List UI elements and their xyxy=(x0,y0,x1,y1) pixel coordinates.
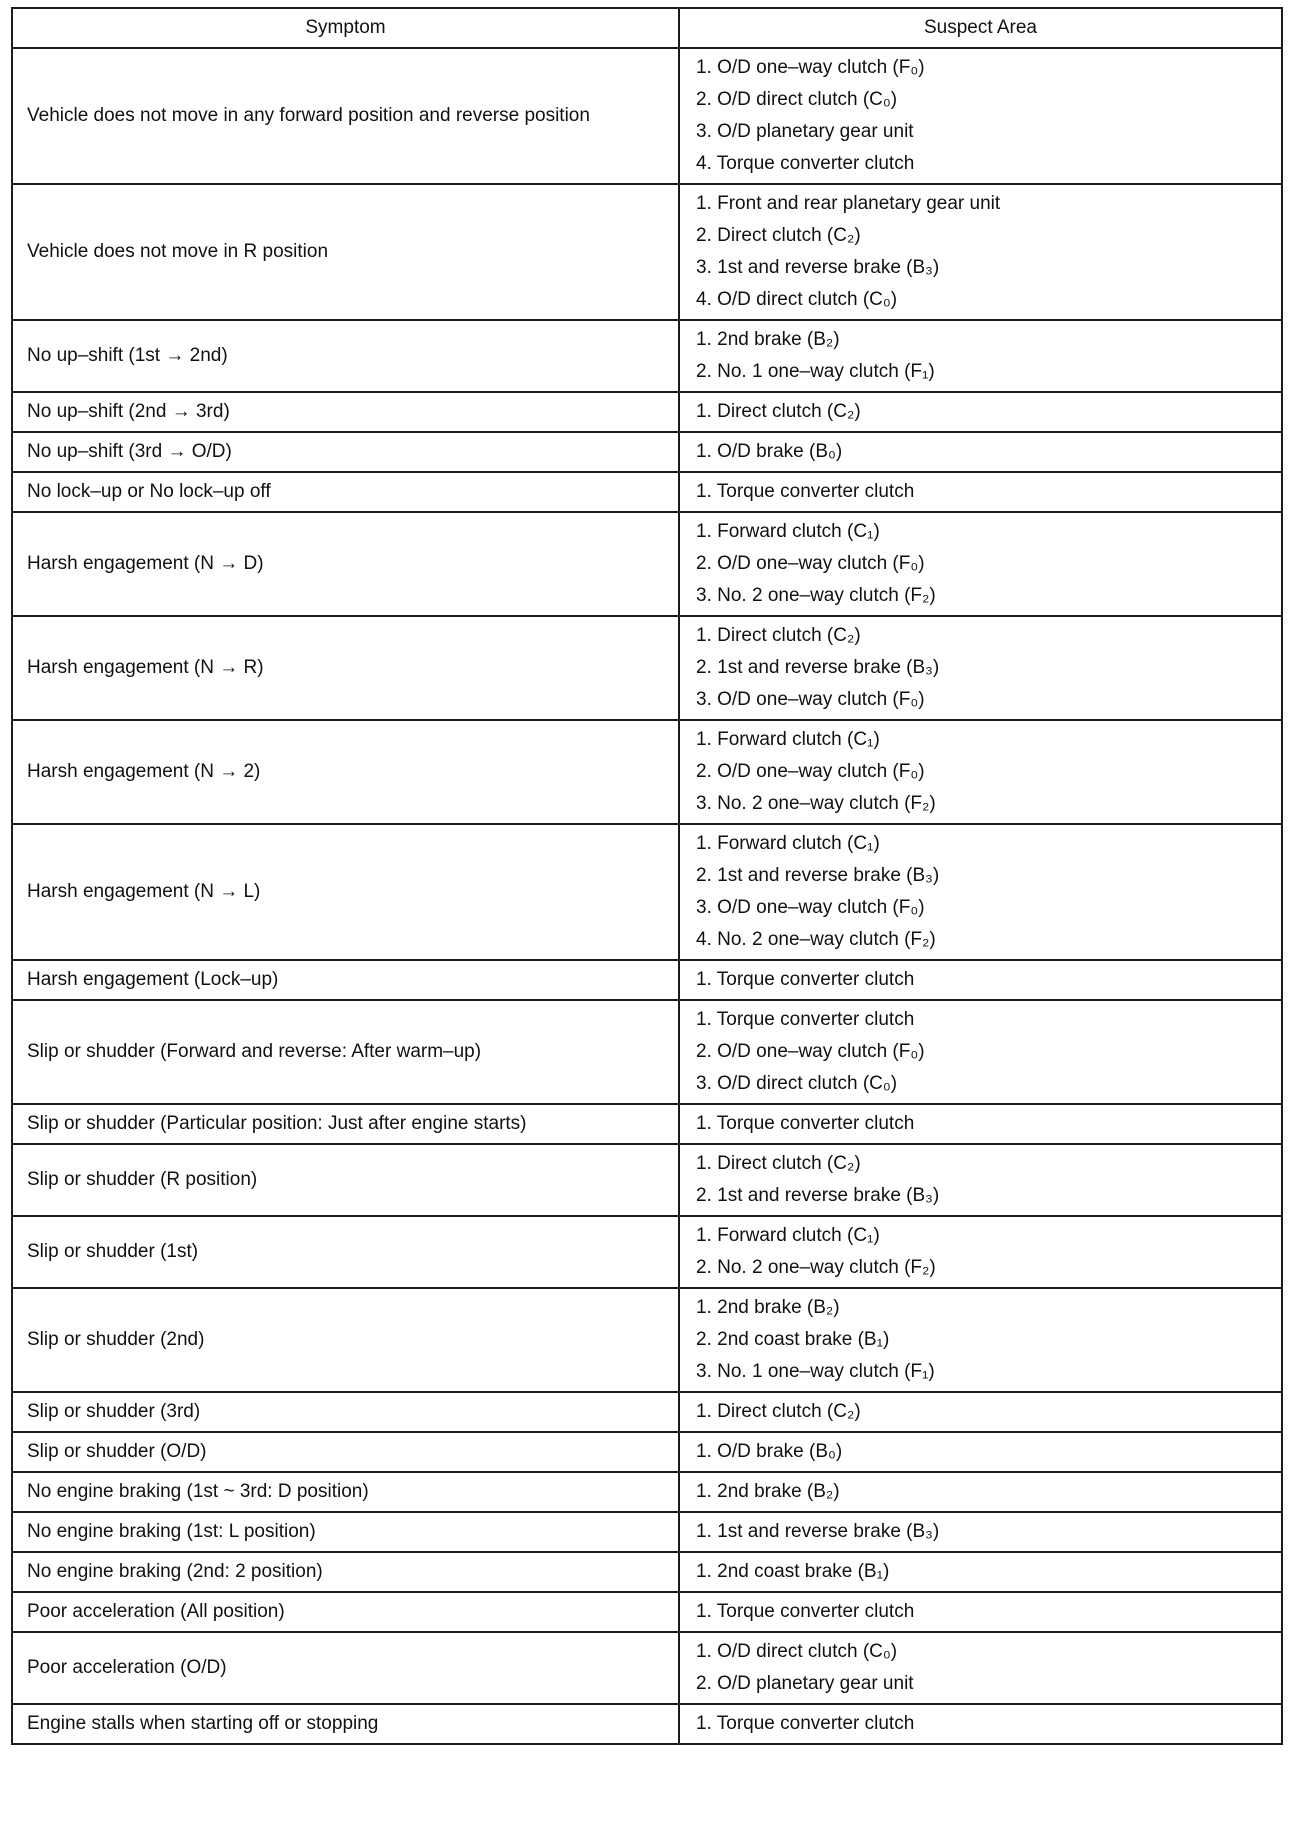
suspect-item: 1. Forward clutch (C₁) xyxy=(696,521,880,542)
symptom-cell: Harsh engagement (N → 2) xyxy=(12,720,679,824)
table-row xyxy=(12,720,1282,824)
table-row xyxy=(12,960,1282,1000)
suspect-item: 1. Forward clutch (C₁) xyxy=(696,1225,880,1246)
suspect-area-cell xyxy=(679,824,1282,960)
suspect-area-cell xyxy=(679,432,1282,472)
suspect-item: 1. O/D brake (B₀) xyxy=(696,441,843,462)
table-row xyxy=(12,1392,1282,1432)
table-row xyxy=(12,1288,1282,1392)
header-symptom: Symptom xyxy=(12,8,679,48)
suspect-item: 3. O/D planetary gear unit xyxy=(696,121,914,142)
symptom-cell: Slip or shudder (3rd) xyxy=(12,1392,679,1432)
suspect-item: 3. No. 2 one–way clutch (F₂) xyxy=(696,585,936,606)
table-row xyxy=(12,320,1282,392)
suspect-area-cell xyxy=(679,1000,1282,1104)
symptom-cell: Harsh engagement (N → D) xyxy=(12,512,679,616)
suspect-item: 1. Forward clutch (C₁) xyxy=(696,833,880,854)
suspect-area-cell xyxy=(679,1552,1282,1592)
suspect-item: 1. Torque converter clutch xyxy=(696,1713,915,1734)
symptom-cell: Slip or shudder (O/D) xyxy=(12,1432,679,1472)
symptom-cell: Poor acceleration (All position) xyxy=(12,1592,679,1632)
table-row xyxy=(12,1512,1282,1552)
suspect-area-cell xyxy=(679,1592,1282,1632)
suspect-item: 2. O/D planetary gear unit xyxy=(696,1673,914,1694)
suspect-item: 3. No. 1 one–way clutch (F₁) xyxy=(696,1361,935,1382)
symptom-cell: No engine braking (1st: L position) xyxy=(12,1512,679,1552)
table-row xyxy=(12,1144,1282,1216)
suspect-area-cell xyxy=(679,1144,1282,1216)
suspect-item: 2. O/D one–way clutch (F₀) xyxy=(696,761,925,782)
suspect-area-cell xyxy=(679,48,1282,184)
symptom-cell: No engine braking (1st ~ 3rd: D position) xyxy=(12,1472,679,1512)
suspect-item: 3. O/D one–way clutch (F₀) xyxy=(696,689,925,710)
table-row xyxy=(12,1000,1282,1104)
suspect-area-cell xyxy=(679,720,1282,824)
suspect-area-cell xyxy=(679,392,1282,432)
header-row xyxy=(12,8,1282,48)
suspect-area-cell xyxy=(679,184,1282,320)
suspect-item: 2. O/D direct clutch (C₀) xyxy=(696,89,898,110)
suspect-area-cell xyxy=(679,1104,1282,1144)
symptom-cell: Slip or shudder (1st) xyxy=(12,1216,679,1288)
symptom-cell: No up–shift (1st → 2nd) xyxy=(12,320,679,392)
suspect-item: 1. Direct clutch (C₂) xyxy=(696,401,861,422)
table-row xyxy=(12,1216,1282,1288)
symptom-cell: Vehicle does not move in R position xyxy=(12,184,679,320)
symptom-cell: No up–shift (2nd → 3rd) xyxy=(12,392,679,432)
suspect-item: 1. Torque converter clutch xyxy=(696,1601,915,1622)
suspect-item: 1. O/D direct clutch (C₀) xyxy=(696,1641,898,1662)
suspect-item: 1. Direct clutch (C₂) xyxy=(696,1401,861,1422)
suspect-item: 1. 2nd brake (B₂) xyxy=(696,329,840,350)
suspect-item: 2. 1st and reverse brake (B₃) xyxy=(696,865,940,886)
symptom-cell: Harsh engagement (N → L) xyxy=(12,824,679,960)
symptom-cell: Slip or shudder (Particular position: Just after engine starts) xyxy=(12,1104,679,1144)
symptom-cell: Poor acceleration (O/D) xyxy=(12,1632,679,1704)
symptom-cell: Harsh engagement (N → R) xyxy=(12,616,679,720)
suspect-item: 1. 2nd coast brake (B₁) xyxy=(696,1561,890,1582)
suspect-item: 1. Front and rear planetary gear unit xyxy=(696,193,1001,214)
table-body xyxy=(12,48,1282,1744)
suspect-item: 1. Direct clutch (C₂) xyxy=(696,625,861,646)
symptom-cell: Vehicle does not move in any forward position and reverse position xyxy=(12,48,679,184)
suspect-item: 1. Torque converter clutch xyxy=(696,969,915,990)
table-row xyxy=(12,184,1282,320)
table-row xyxy=(12,824,1282,960)
suspect-item: 1. O/D one–way clutch (F₀) xyxy=(696,57,925,78)
suspect-area-cell xyxy=(679,1704,1282,1744)
suspect-item: 3. O/D direct clutch (C₀) xyxy=(696,1073,898,1094)
table-row xyxy=(12,392,1282,432)
suspect-area-cell xyxy=(679,1512,1282,1552)
table-row xyxy=(12,1632,1282,1704)
suspect-area-cell xyxy=(679,1216,1282,1288)
table-row xyxy=(12,432,1282,472)
symptom-cell: No engine braking (2nd: 2 position) xyxy=(12,1552,679,1592)
suspect-item: 1. 1st and reverse brake (B₃) xyxy=(696,1521,940,1542)
header-suspect-area: Suspect Area xyxy=(679,8,1282,48)
symptom-cell: Harsh engagement (Lock–up) xyxy=(12,960,679,1000)
suspect-area-cell xyxy=(679,320,1282,392)
symptom-cell: No lock–up or No lock–up off xyxy=(12,472,679,512)
table-row xyxy=(12,1104,1282,1144)
table-header xyxy=(12,8,1282,48)
suspect-area-cell xyxy=(679,960,1282,1000)
suspect-area-cell xyxy=(679,1472,1282,1512)
suspect-area-cell xyxy=(679,472,1282,512)
suspect-item: 4. No. 2 one–way clutch (F₂) xyxy=(696,929,936,950)
suspect-item: 4. O/D direct clutch (C₀) xyxy=(696,289,898,310)
suspect-item: 2. 1st and reverse brake (B₃) xyxy=(696,657,940,678)
table-row xyxy=(12,1704,1282,1744)
suspect-area-cell xyxy=(679,1392,1282,1432)
suspect-item: 1. Torque converter clutch xyxy=(696,481,915,502)
suspect-area-cell xyxy=(679,616,1282,720)
suspect-area-cell xyxy=(679,1432,1282,1472)
table-row xyxy=(12,472,1282,512)
suspect-area-cell xyxy=(679,512,1282,616)
table-row xyxy=(12,512,1282,616)
suspect-item: 1. 2nd brake (B₂) xyxy=(696,1297,840,1318)
suspect-item: 2. 2nd coast brake (B₁) xyxy=(696,1329,890,1350)
table-row xyxy=(12,1472,1282,1512)
suspect-item: 2. No. 1 one–way clutch (F₁) xyxy=(696,361,935,382)
suspect-area-cell xyxy=(679,1288,1282,1392)
suspect-item: 1. O/D brake (B₀) xyxy=(696,1441,843,1462)
symptom-cell: No up–shift (3rd → O/D) xyxy=(12,432,679,472)
table-row xyxy=(12,616,1282,720)
suspect-item: 1. 2nd brake (B₂) xyxy=(696,1481,840,1502)
suspect-item: 2. Direct clutch (C₂) xyxy=(696,225,861,246)
symptom-cell: Engine stalls when starting off or stopping xyxy=(12,1704,679,1744)
suspect-item: 2. O/D one–way clutch (F₀) xyxy=(696,1041,925,1062)
symptom-cell: Slip or shudder (2nd) xyxy=(12,1288,679,1392)
suspect-item: 1. Forward clutch (C₁) xyxy=(696,729,880,750)
table-row xyxy=(12,48,1282,184)
symptom-table xyxy=(11,7,1283,1745)
symptom-cell: Slip or shudder (R position) xyxy=(12,1144,679,1216)
suspect-item: 3. O/D one–way clutch (F₀) xyxy=(696,897,925,918)
table-row xyxy=(12,1592,1282,1632)
table-row xyxy=(12,1552,1282,1592)
suspect-item: 1. Torque converter clutch xyxy=(696,1113,915,1134)
suspect-item: 3. No. 2 one–way clutch (F₂) xyxy=(696,793,936,814)
suspect-item: 2. No. 2 one–way clutch (F₂) xyxy=(696,1257,936,1278)
suspect-area-cell xyxy=(679,1632,1282,1704)
suspect-item: 3. 1st and reverse brake (B₃) xyxy=(696,257,940,278)
symptom-cell: Slip or shudder (Forward and reverse: After warm–up) xyxy=(12,1000,679,1104)
suspect-item: 2. O/D one–way clutch (F₀) xyxy=(696,553,925,574)
suspect-item: 4. Torque converter clutch xyxy=(696,153,915,174)
suspect-item: 1. Direct clutch (C₂) xyxy=(696,1153,861,1174)
table-row xyxy=(12,1432,1282,1472)
suspect-item: 2. 1st and reverse brake (B₃) xyxy=(696,1185,940,1206)
suspect-item: 1. Torque converter clutch xyxy=(696,1009,915,1030)
